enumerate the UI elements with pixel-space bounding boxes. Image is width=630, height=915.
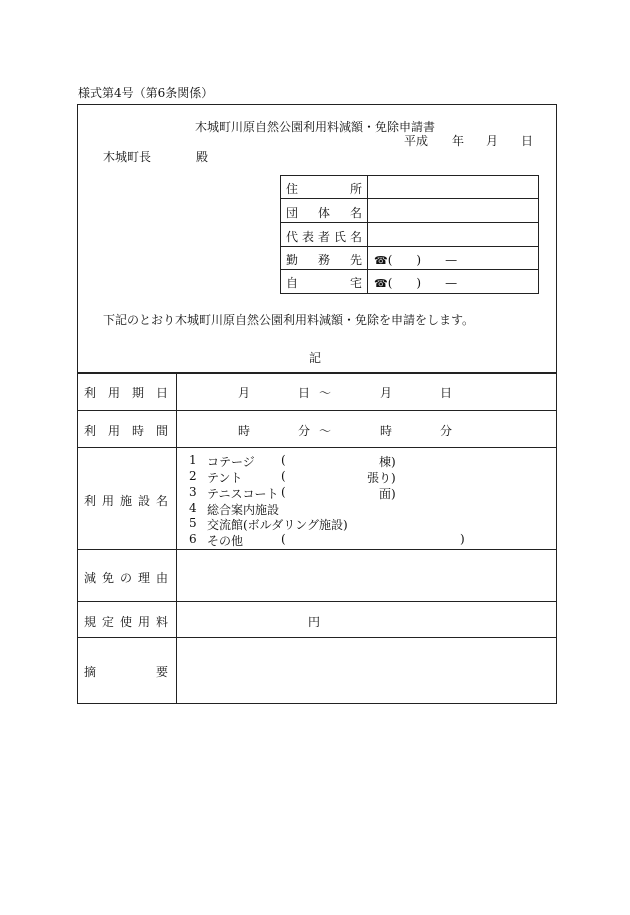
recipient-honorific: 殿 bbox=[196, 150, 209, 164]
label-representative: 代 表 者 氏 名 bbox=[286, 230, 362, 244]
label-remarks: 摘 要 bbox=[84, 665, 168, 679]
label-address: 住 所 bbox=[286, 182, 362, 196]
workplace-phone-value: ( ) — bbox=[387, 253, 458, 267]
home-phone-field[interactable] bbox=[374, 274, 457, 291]
label-standard-fee: 規 定 使 用 料 bbox=[84, 615, 168, 629]
label-facility: 利 用 施 設 名 bbox=[84, 494, 168, 508]
form-number-label: 様式第4号（第6条関係） bbox=[78, 86, 214, 100]
ki-marker: 記 bbox=[308, 351, 321, 365]
label-reduction-reason: 減 免 の 理 由 bbox=[84, 571, 168, 585]
label-usage-date: 利 用 期 日 bbox=[84, 386, 168, 400]
date-day: 日 bbox=[521, 134, 534, 148]
phone-icon: ☎ bbox=[374, 277, 388, 290]
workplace-phone-field[interactable] bbox=[374, 251, 457, 268]
date-year: 年 bbox=[452, 134, 465, 148]
document-title: 木城町川原自然公園利用料減額・免除申請書 bbox=[194, 120, 435, 134]
date-month: 月 bbox=[486, 134, 499, 148]
application-statement: 下記のとおり木城町川原自然公園利用料減額・免除を申請をします。 bbox=[103, 313, 475, 327]
home-phone-value: ( ) — bbox=[387, 276, 458, 290]
phone-icon: ☎ bbox=[374, 254, 388, 267]
label-home: 自 宅 bbox=[286, 276, 362, 290]
label-workplace: 勤 務 先 bbox=[286, 253, 362, 267]
remarks-field[interactable] bbox=[182, 642, 550, 697]
recipient-name: 木城町長 bbox=[103, 150, 152, 164]
reduction-reason-field[interactable] bbox=[182, 554, 550, 596]
label-organization: 団 体 名 bbox=[286, 206, 362, 220]
yen-unit: 円 bbox=[308, 615, 321, 629]
date-era: 平成 bbox=[404, 134, 429, 148]
label-usage-time: 利 用 時 間 bbox=[84, 424, 168, 438]
